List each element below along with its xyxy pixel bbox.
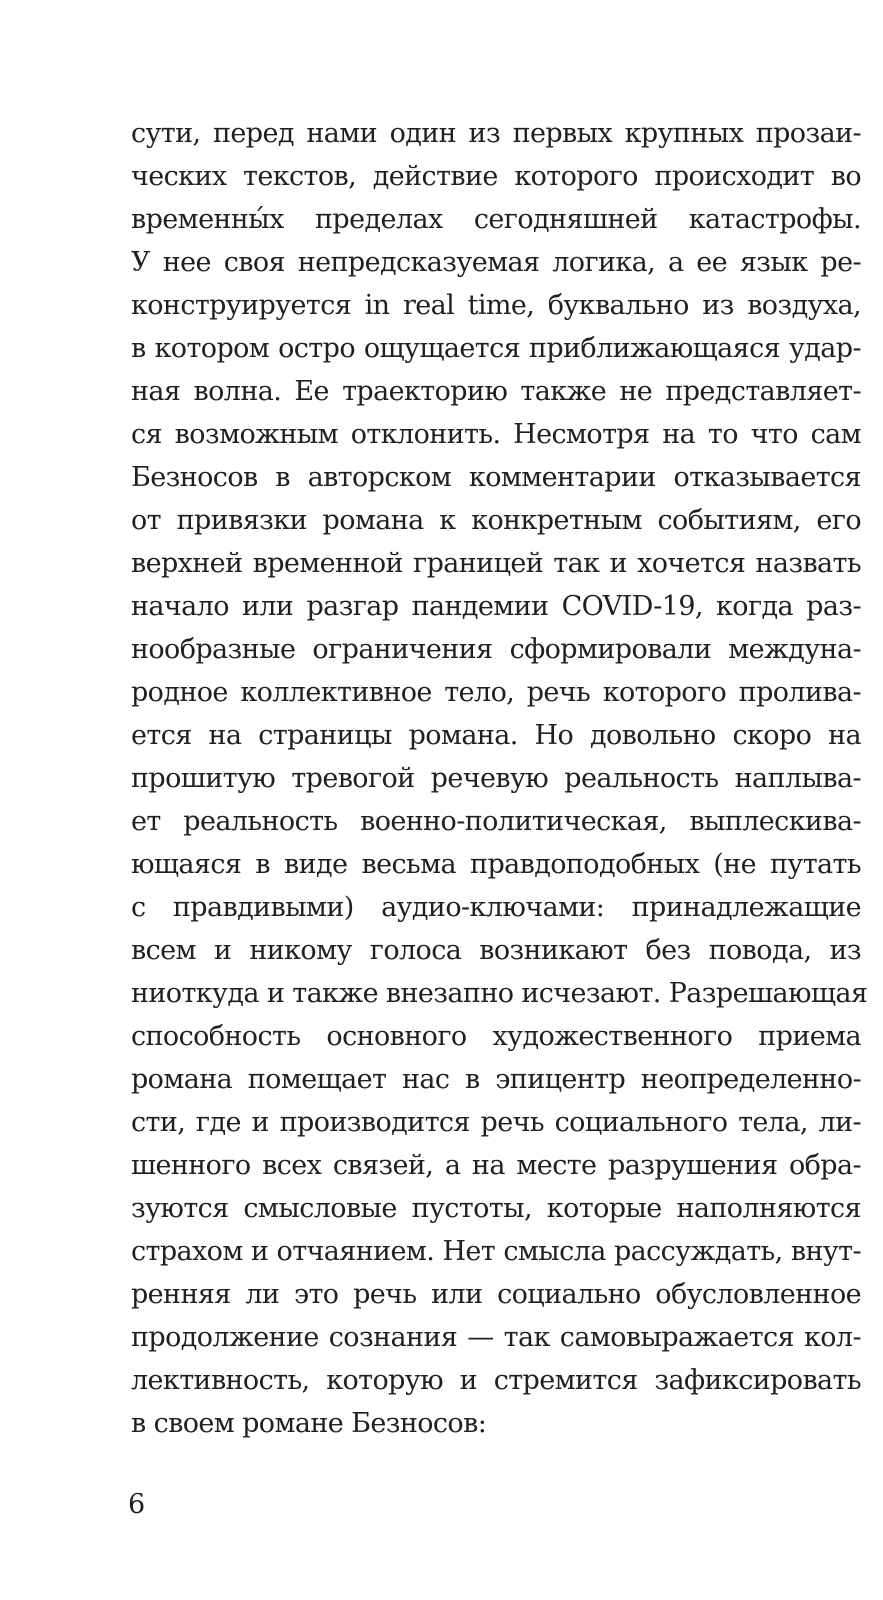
text-line: ческих текстов, действие которого происходит во (131, 161, 861, 192)
text-line: шенного всех связей, а на месте разрушения обра- (131, 1150, 861, 1181)
text-line: ная волна. Ее траекторию также не представляет- (131, 376, 861, 407)
text-line: в котором остро ощущается приближающаяся удар- (131, 333, 861, 364)
text-line: романа помещает нас в эпицентр неопределенно- (131, 1064, 861, 1095)
text-line: зуются смысловые пустоты, которые наполняются (131, 1193, 861, 1224)
text-line: верхней временной границей так и хочется назвать (131, 548, 861, 579)
text-line: ет реальность военно-политическая, выплескива- (131, 806, 861, 837)
text-line: сти, где и производится речь социального тела, ли- (131, 1107, 861, 1138)
text-line: ренняя ли это речь или социально обусловленное (131, 1279, 861, 1310)
text-line: нообразные ограничения сформировали междуна- (131, 634, 861, 665)
text-line: продолжение сознания — так самовыражается кол- (131, 1322, 861, 1353)
text-line: лективность, которую и стремится зафиксировать (131, 1365, 861, 1396)
text-line: ниоткуда и также внезапно исчезают. Разрешающая (131, 978, 868, 1009)
text-line: прошитую тревогой речевую реальность наплыва- (131, 763, 861, 794)
text-line: от привязки романа к конкретным событиям, его (131, 505, 861, 536)
text-line: сути, перед нами один из первых крупных прозаи- (131, 118, 861, 149)
page-number: 6 (128, 1489, 146, 1520)
text-line: У нее своя непредсказуемая логика, а ее язык ре- (131, 247, 861, 278)
text-line: ся возможным отклонить. Несмотря на то что сам (131, 419, 861, 450)
text-line: способность основного художественного приема (131, 1021, 861, 1052)
text-line: начало или разгар пандемии COVID-19, когда раз- (131, 591, 861, 622)
text-line: с правдивыми) аудио-ключами: принадлежащие (131, 892, 861, 923)
body-paragraph (131, 112, 868, 1445)
text-line: конструируется in real time, буквально из воздуха, (131, 290, 861, 321)
text-line: временны́х пределах сегодняшней катастрофы. (131, 204, 861, 235)
text-line: родное коллективное тело, речь которого пролива- (131, 677, 861, 708)
text-line: ющаяся в виде весьма правдоподобных (не путать (131, 849, 861, 880)
text-line: в своем романе Безносов: (131, 1408, 487, 1439)
text-line: Безносов в авторском комментарии отказывается (131, 462, 861, 493)
text-line: ется на страницы романа. Но довольно скоро на (131, 720, 861, 751)
text-line: всем и никому голоса возникают без повода, из (131, 935, 861, 966)
text-line: страхом и отчаянием. Нет смысла рассуждать, внут- (131, 1236, 861, 1267)
